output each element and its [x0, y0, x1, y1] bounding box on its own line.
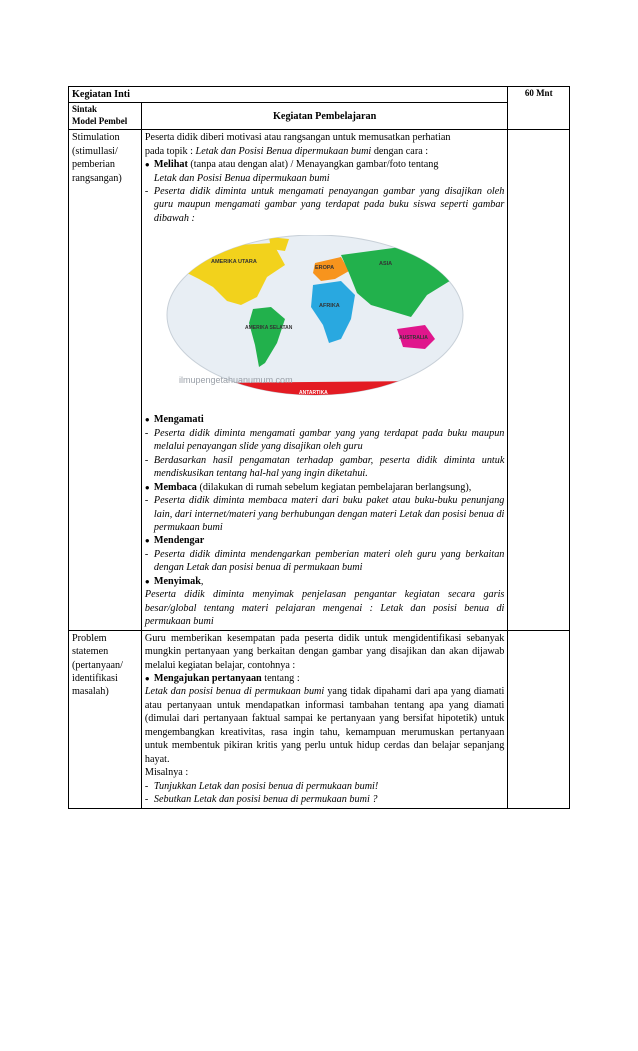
label-australia: AUSTRALIA: [398, 335, 428, 342]
map-watermark: ilmupengetahuanumum.com: [178, 375, 293, 386]
mengamati-item: ● Mengamati: [144, 414, 204, 426]
syntax-header: Sintak Model Pembel: [69, 103, 142, 130]
problem-row: [69, 630, 570, 808]
stimulation-label: Stimulation (stimullasi/ pemberian rangsangan): [69, 130, 142, 630]
bullet-icon: ●: [144, 482, 150, 492]
problem-intro: Guru memberikan kesempatan pada peserta didik untuk mengidentifikasi sebanyak mungkin pertanyaan yang berkaitan dengan gambar yang disajikan dan akan dijawab melalui kegiatan belajar, contohnya :: [144, 632, 505, 671]
stimulation-intro: Peserta didik diberi motivasi atau rangsangan untuk memusatkan perhatian pada topik : Letak dan Posisi Benua dipermukaan bumi dengan cara :: [144, 132, 451, 157]
mengamati-dash-2: - Berdasarkan hasil pengamatan terhadap gambar, peserta didik diminta untuk mendiskusikan tentang hal-hal yang ingin diketahui.: [144, 454, 505, 480]
bullet-icon: ●: [144, 576, 150, 586]
problem-time-cell: [508, 630, 570, 808]
lesson-activity-table: [68, 86, 570, 809]
label-eropa: EROPA: [314, 265, 335, 272]
problem-paragraph: Letak dan posisi benua di permukaan bumi yang tidak dipahami dari apa yang diamati atau pertanyaan untuk mendapatkan informasi tambahan tentang apa yang diamati (dimulai dari pertanyaan faktual sampai ke pertanyaan yang bersifat hipotetik) untuk mengembangkan kreativitas, rasa ingin tahu, kemampuan merumuskan pertanyaan untuk membentuk pikiran kritis yang perlu untuk hidup cerdas dan belajar sepanjang hayat.: [144, 686, 505, 765]
stimulation-content: [141, 130, 508, 630]
mendengar-item: ● Mendengar: [144, 535, 205, 547]
bullet-icon: ●: [144, 415, 150, 425]
misalnya-label: Misalnya :: [144, 767, 189, 779]
stimulation-time-cell: [508, 130, 570, 630]
section-title: Kegiatan Inti: [69, 87, 508, 103]
membaca-item: ● Membaca (dilakukan di rumah sebelum kegiatan pembelajaran berlangsung),: [144, 481, 472, 493]
label-asia: ASIA: [378, 261, 393, 268]
menyimak-text: Peserta didik diminta menyimak penjelasan pengantar kegiatan secara garis besar/global tentang materi pelajaran mengenai : Letak dan posisi benua di permukaan bumi: [144, 589, 505, 628]
mengamati-dash-1: - Peserta didik diminta mengamati gambar yang yang terdapat pada buku maupun melalui penayangan slide yang disajikan oleh guru: [144, 427, 505, 453]
label-antartika: ANTARTIKA: [298, 390, 328, 397]
activity-header: Kegiatan Pembelajaran: [141, 103, 508, 130]
melihat-item: ● Melihat (tanpa atau dengan alat) / Menayangkan gambar/foto tentang Letak dan Posisi Benua dipermukaan bumi: [144, 159, 439, 184]
subheader-row: [69, 103, 570, 130]
bullet-icon: ●: [144, 160, 150, 170]
question-1: - Tunjukkan Letak dan posisi benua di permukaan bumi!: [144, 780, 379, 792]
problem-content: [141, 630, 508, 808]
label-amerika-utara: AMERIKA UTARA: [210, 259, 257, 266]
mengajukan-item: ● Mengajukan pertanyaan tentang :: [144, 672, 300, 684]
melihat-dash: - Peserta didik diminta untuk mengamati penayangan gambar yang disajikan oleh guru maupun mengamati gambar yang terdapat pada buku siswa seperti gambar dibawah :: [144, 186, 505, 224]
label-amerika-selatan: AMERIKA SELATAN: [244, 325, 293, 332]
mendengar-dash-1: - Peserta didik diminta mendengarkan pemberian materi oleh guru yang berkaitan dengan Letak dan posisi benua di permukaan bumi: [144, 548, 505, 574]
problem-label: Problem statemen (pertanyaan/ identifikasi masalah): [69, 630, 142, 808]
membaca-dash-1: - Peserta didik diminta membaca materi dari buku paket atau buku-buku penunjang lain, dari internet/materi yang berhubungan dengan materi Letak dan posisi benua di permukaan bumi: [144, 495, 505, 533]
stimulation-row: [69, 130, 570, 630]
menyimak-item: ● Menyimak,: [144, 575, 204, 587]
world-map-svg: [165, 235, 465, 405]
label-afrika: AFRIKA: [318, 303, 340, 310]
bullet-icon: ●: [144, 673, 150, 683]
question-2: - Sebutkan Letak dan posisi benua di permukaan bumi ?: [144, 794, 378, 806]
bullet-icon: ●: [144, 536, 150, 546]
time-allocation: 60 Mnt: [508, 87, 570, 130]
header-row: [69, 87, 570, 103]
world-map-image: [165, 235, 465, 405]
